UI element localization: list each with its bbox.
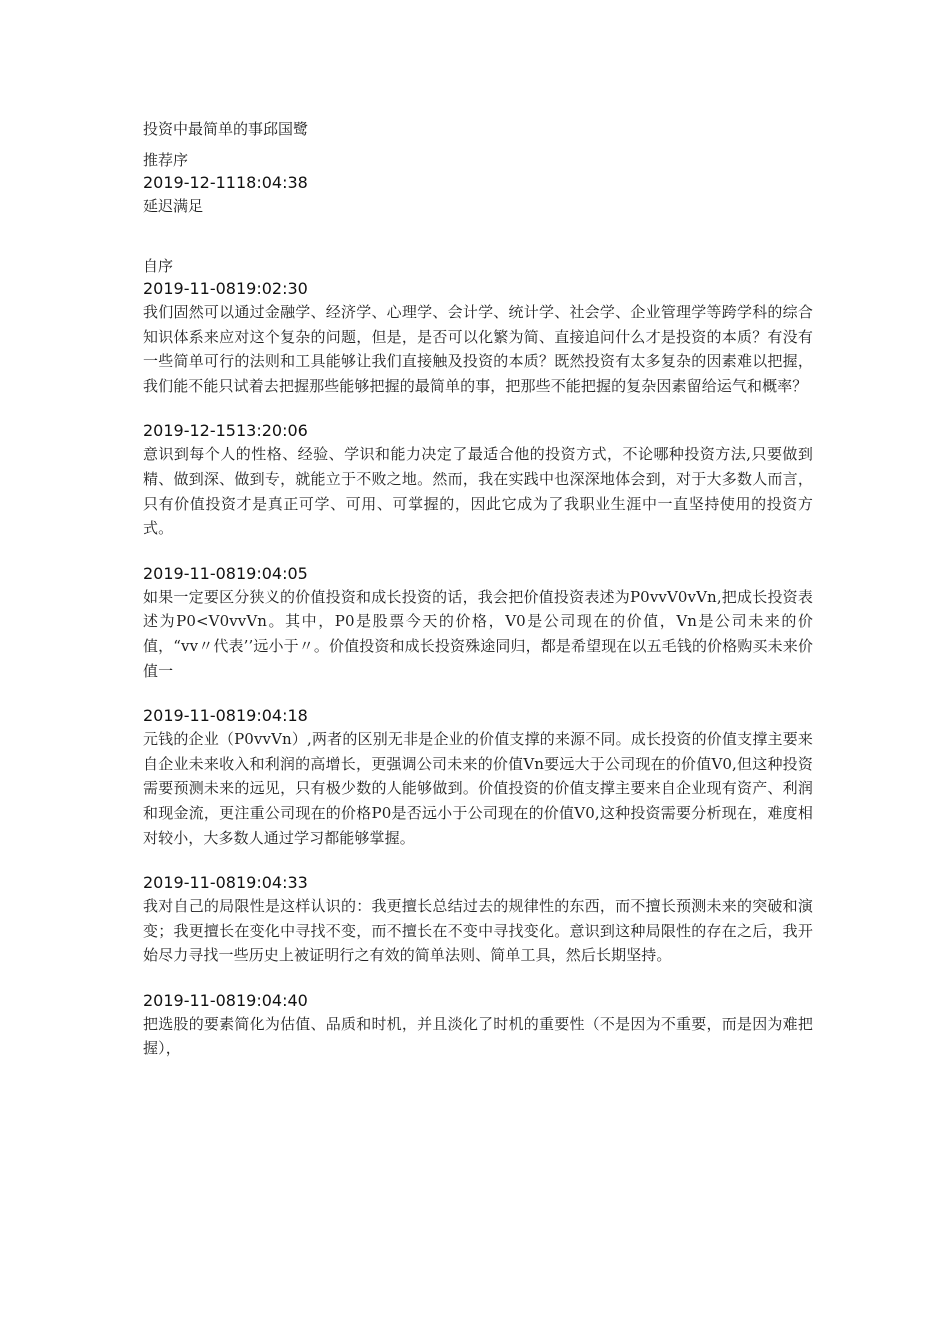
section-heading-foreword: 推荐序 [143,151,189,169]
note-entry [143,420,813,540]
entry-text: 我对自己的局限性是这样认识的：我更擅长总结过去的规律性的东西，而不擅长预测未来的突破和演变；我更擅长在变化中寻找不变，而不擅长在不变中寻找变化。意识到这种局限性的存在之后，我开始尽力寻找一些历史上被证明行之有效的简单法则、简单工具，然后长期坚持。 [143,897,813,965]
book-title: 投资中最简单的事邱国鹭 [143,120,309,138]
entry-timestamp: 2019-11-0819:04:18 [143,706,308,726]
entry-text: 把选股的要素简化为估值、品质和时机，并且淡化了时机的重要性（不是因为不重要，而是因为难把握）， [143,1014,813,1058]
entry-text: 如果一定要区分狭义的价值投资和成长投资的话，我会把价值投资表述为P0vvV0vVn,把成长投资表述为P0<V0vvVn。其中，P0是股票今天的价格，V0是公司现在的价值，Vn是公司未来的价值，“vv〃代表’’远小于〃。价值投资和成长投资殊途同归，都是希望现在以五毛钱的价格购买未来价值一 [143,587,813,680]
note-entry [143,872,813,968]
entry-text: 意识到每个人的性格、经验、学识和能力决定了最适合他的投资方式，不论哪种投资方法,只要做到精、做到深、做到专，就能立于不败之地。然而，我在实践中也深深地体会到，对于大多数人而言，只有价值投资才是真正可学、可用、可掌握的，因此它成为了我职业生涯中一直坚持使用的投资方式。 [143,445,813,538]
note-entry [143,278,813,398]
entry-timestamp: 2019-11-0819:04:05 [143,563,308,583]
section-heading-preface: 自序 [143,257,174,275]
note-entry [143,705,813,850]
entry-text: 延迟满足 [143,197,204,215]
entry-timestamp: 2019-11-0819:04:40 [143,990,308,1010]
entry-timestamp: 2019-12-1118:04:38 [143,173,308,192]
entry-timestamp: 2019-11-0819:04:33 [143,873,308,893]
note-entry [143,990,813,1061]
entry-text: 元钱的企业（P0vvVn）,两者的区别无非是企业的价值支撑的来源不同。成长投资的价值支撑主要来自企业未来收入和利润的高增长，更强调公司未来的价值Vn要远大于公司现在的价值V0,但这种投资需要预测未来的远见，只有极少数的人能够做到。价值投资的价值支撑主要来自企业现有资产、利润和现金流，更注重公司现在的价格P0是否远小于公司现在的价值V0,这种投资需要分析现在，难度相对较小，大多数人通过学习都能够掌握。 [143,730,813,847]
entry-text: 我们固然可以通过金融学、经济学、心理学、会计学、统计学、社会学、企业管理学等跨学科的综合知识体系来应对这个复杂的问题，但是，是否可以化繁为简、直接追问什么才是投资的本质？有没有一些简单可行的法则和工具能够让我们直接触及投资的本质？既然投资有太多复杂的因素难以把握，我们能不能只试着去把握那些能够把握的最简单的事，把那些不能把握的复杂因素留给运气和概率？ [143,303,813,395]
entry-timestamp: 2019-11-0819:02:30 [143,279,308,298]
note-entry [143,563,813,683]
document-page [143,113,813,1061]
entry-timestamp: 2019-12-1513:20:06 [143,421,308,441]
